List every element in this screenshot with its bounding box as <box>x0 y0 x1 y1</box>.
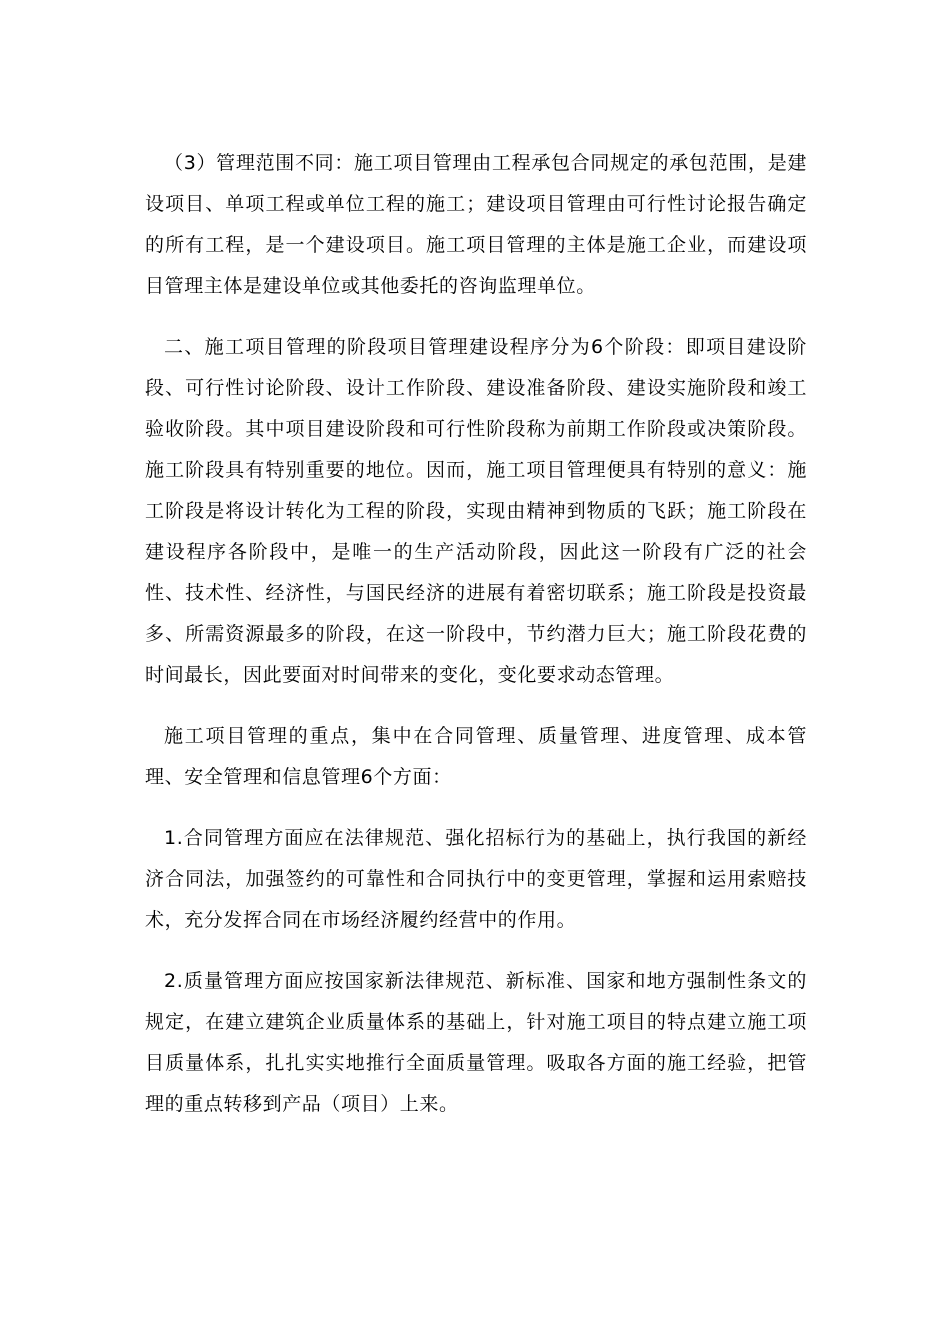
paragraph-management-scope: （3）管理范围不同：施工项目管理由工程承包合同规定的承包范围，是建设项目、单项工程或单位工程的施工；建设项目管理由可行性讨论报告确定的所有工程，是一个建设项目。施工项目管理的主体是施工企业，而建设项目管理主体是建设单位或其他委托的咨询监理单位。 <box>145 152 807 297</box>
paragraph-construction-stages: 二、施工项目管理的阶段项目管理建设程序分为6个阶段：即项目建设阶段、可行性讨论阶段、设计工作阶段、建设准备阶段、建设实施阶段和竣工验收阶段。其中项目建设阶段和可行性阶段称为前期工作阶段或决策阶段。施工阶段具有特别重要的地位。因而，施工项目管理便具有特别的意义：施工阶段是将设计转化为工程的阶段，实现由精神到物质的飞跃；施工阶段在建设程序各阶段中，是唯一的生产活动阶段，因此这一阶段有广泛的社会性、技术性、经济性，与国民经济的进展有着密切联系；施工阶段是投资最多、所需资源最多的阶段，在这一阶段中，节约潜力巨大；施工阶段花费的时间最长，因此要面对时间带来的变化，变化要求动态管理。 <box>145 336 807 686</box>
paragraph-quality-management: 2.质量管理方面应按国家新法律规范、新标准、国家和地方强制性条文的规定，在建立建筑企业质量体系的基础上，针对施工项目的特点建立施工项目质量体系，扎扎实实地推行全面质量管理。吸取各方面的施工经验，把管理的重点转移到产品（项目）上来。 <box>145 970 807 1115</box>
paragraph-management-focus: 施工项目管理的重点，集中在合同管理、质量管理、进度管理、成本管理、安全管理和信息管理6个方面： <box>145 725 807 788</box>
paragraph-contract-management: 1.合同管理方面应在法律规范、强化招标行为的基础上，执行我国的新经济合同法，加强签约的可靠性和合同执行中的变更管理，掌握和运用索赔技术，充分发挥合同在市场经济履约经营中的作用。 <box>145 827 807 931</box>
document-page <box>145 143 807 1145</box>
